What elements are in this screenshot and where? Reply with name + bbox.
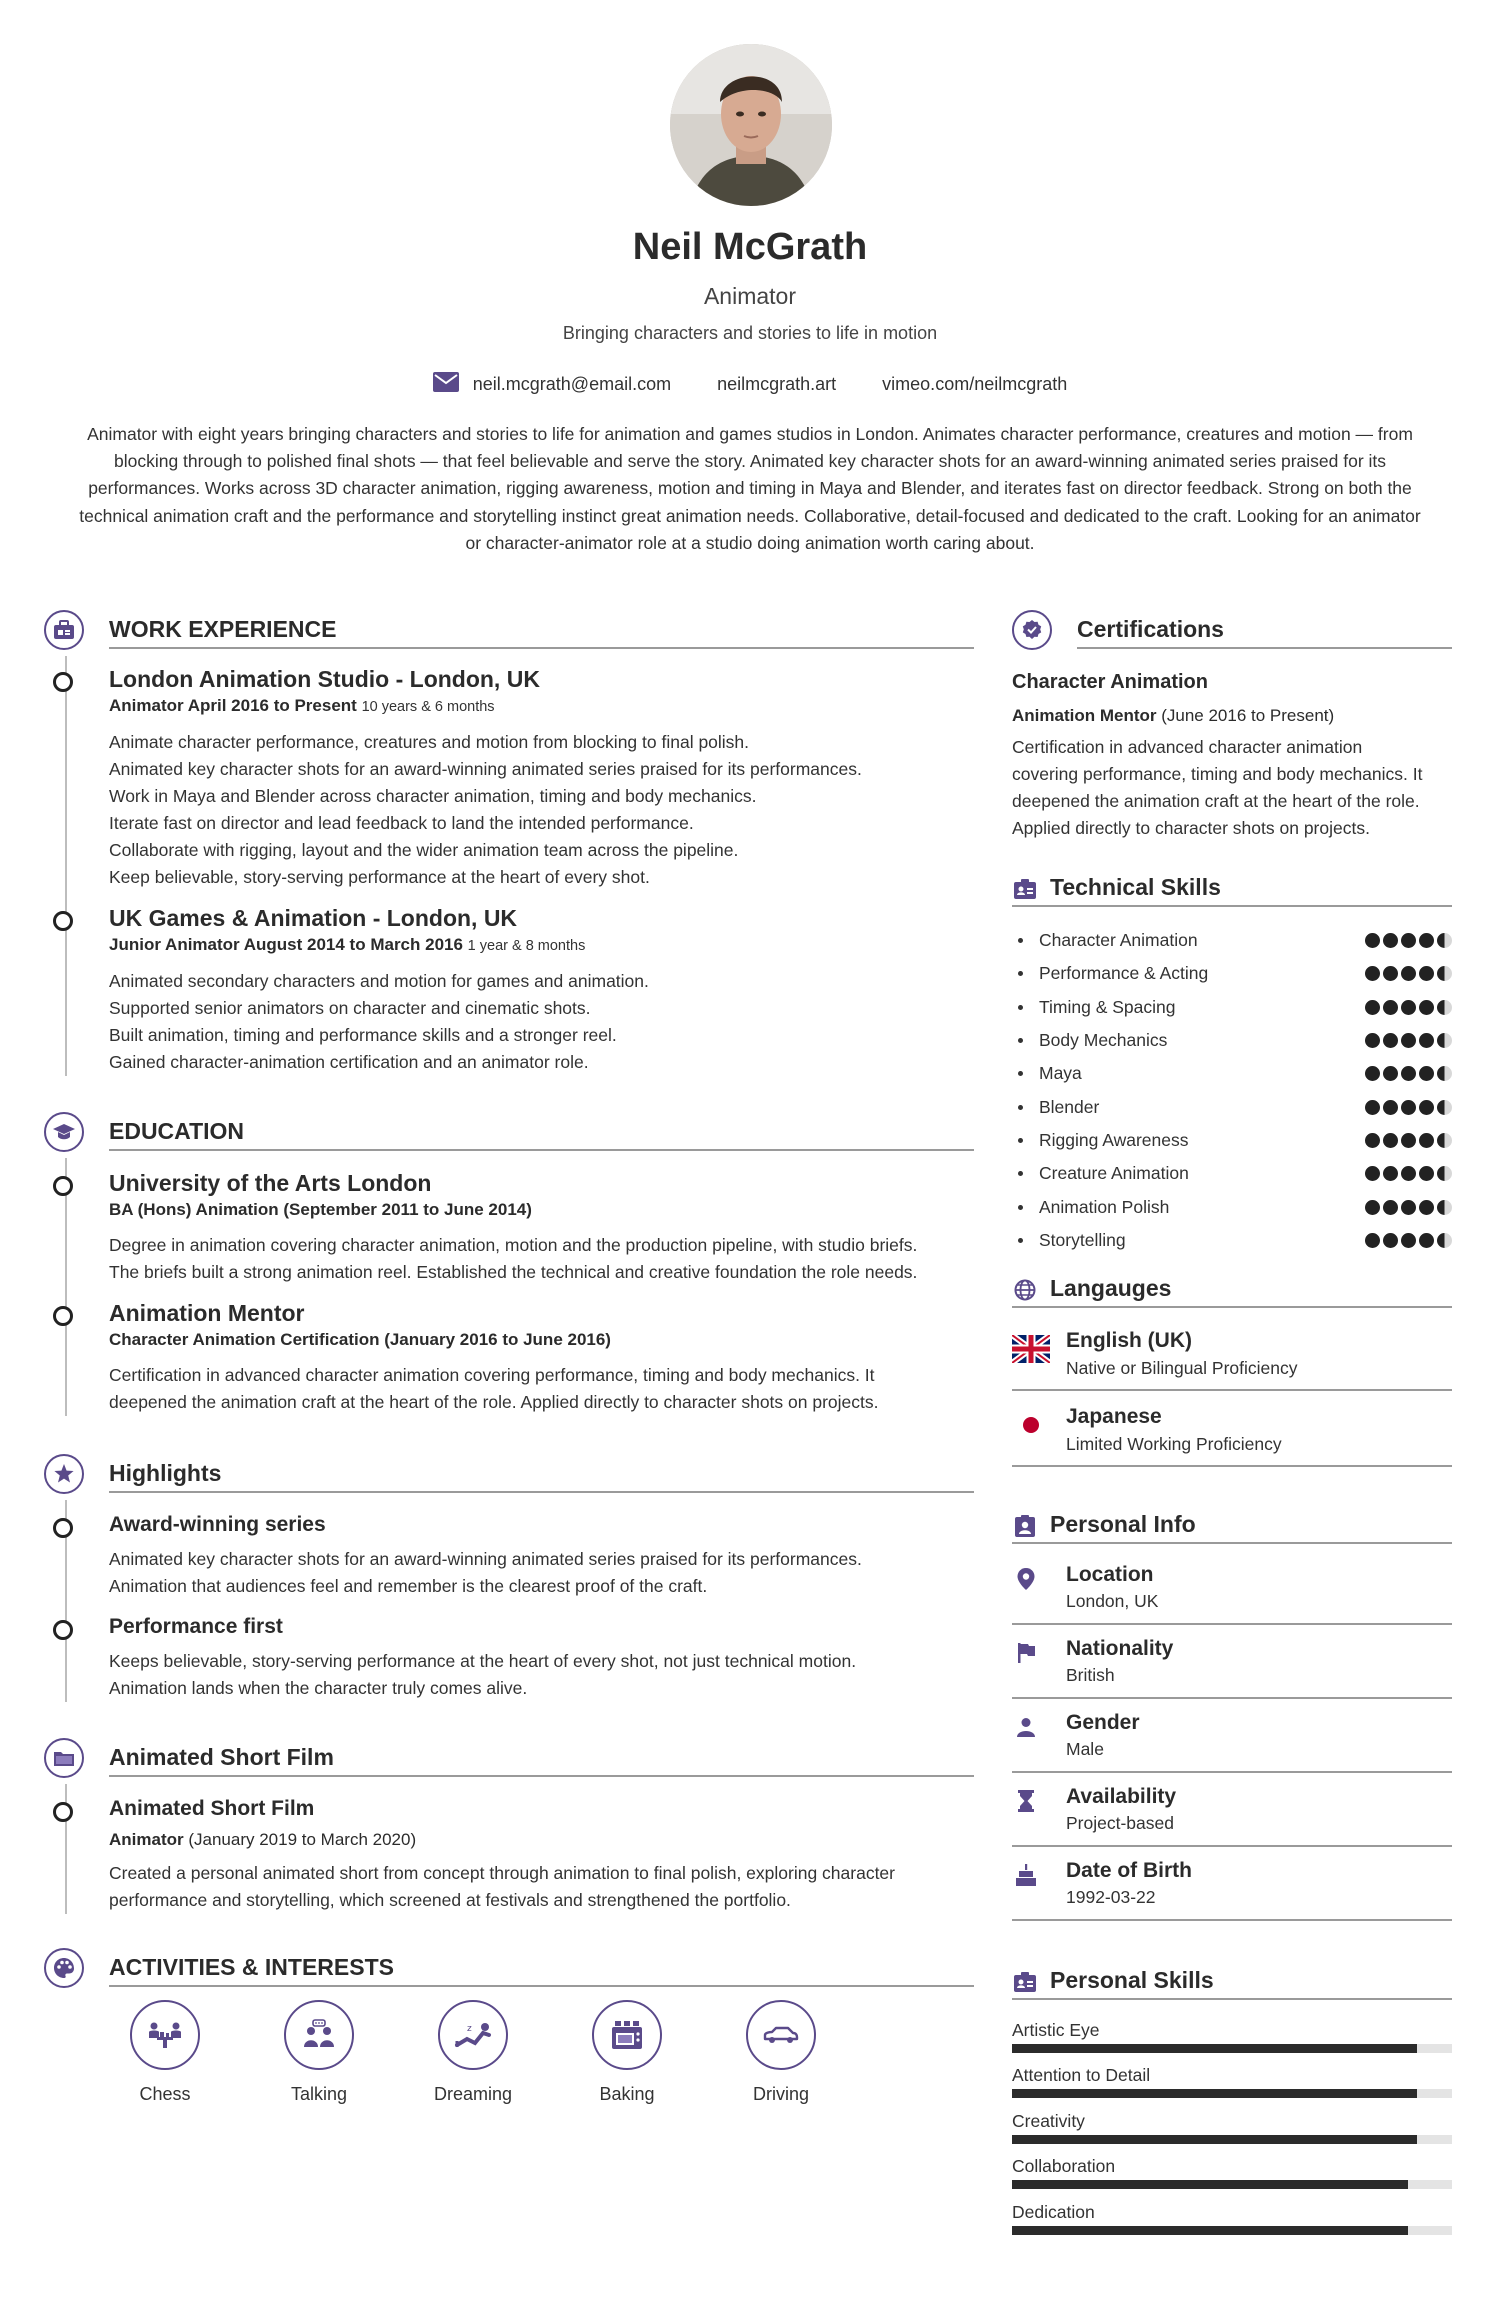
technical-skill-item — [1012, 957, 1452, 990]
personal-skills-header — [1012, 1961, 1452, 2007]
info-label: Date of Birth — [1066, 1858, 1192, 1882]
email-text: neil.mcgrath@email.com — [472, 374, 672, 394]
certification-name: Character Animation — [1012, 671, 1208, 693]
personal-info-location — [1012, 1551, 1452, 1625]
candidate-name: Neil McGrath — [632, 226, 868, 268]
language-item-japanese — [1012, 1391, 1452, 1467]
uk-flag-icon — [1012, 1335, 1050, 1368]
skill-label — [1012, 963, 1208, 984]
rating-dot — [1401, 1166, 1416, 1181]
id-badge-icon — [1012, 1969, 1038, 1995]
bullet-icon — [1018, 1038, 1023, 1043]
personal-skill-item — [1012, 2201, 1452, 2247]
work-duration: 10 years & 6 months — [361, 699, 495, 715]
skill-bar-track — [1012, 2135, 1452, 2144]
info-label: Gender — [1066, 1710, 1140, 1734]
rating-dot — [1437, 1233, 1452, 1248]
skill-bar-track — [1012, 2180, 1452, 2189]
activity-label: Driving — [752, 2084, 809, 2104]
rating-dot — [1365, 1200, 1380, 1215]
personal-info-header — [1012, 1505, 1452, 1551]
talking-icon — [284, 2000, 354, 2070]
activity-label: Dreaming — [433, 2084, 513, 2104]
bullet-icon — [1018, 1138, 1023, 1143]
contact-bar — [0, 372, 1500, 397]
vimeo-text: vimeo.com/neilmcgrath — [882, 374, 1068, 394]
rating-dot — [1401, 1033, 1416, 1048]
certifications-header — [1012, 610, 1452, 656]
work-timeline — [44, 664, 974, 1076]
skill-label — [1012, 1130, 1189, 1151]
skill-name: Timing & Spacing — [1039, 996, 1176, 1017]
technical-skill-item — [1012, 1224, 1452, 1257]
info-label: Location — [1066, 1562, 1154, 1586]
contact-website[interactable] — [717, 374, 836, 395]
work-position: Animator April 2016 to Present 10 years & 6 months — [109, 696, 495, 715]
rating-dot — [1401, 1000, 1416, 1015]
skill-label — [1012, 997, 1176, 1018]
project-entry — [109, 1794, 974, 1914]
highlight-entry-2 — [109, 1612, 974, 1702]
rating-dot — [1419, 1133, 1434, 1148]
rating-dot — [1401, 1200, 1416, 1215]
personal-skill-item — [1012, 2110, 1452, 2156]
activity-label: Chess — [139, 2084, 191, 2104]
skill-bar-fill — [1012, 2044, 1417, 2053]
education-header — [44, 1112, 974, 1158]
rating-dot — [1365, 1133, 1380, 1148]
skill-rating — [1365, 1100, 1452, 1115]
highlight-description: Keeps believable, story-serving performance at the heart of every shot, not just technical motion. Animation lands when the character truly comes alive. — [109, 1651, 857, 1698]
personal-info-dob — [1012, 1847, 1452, 1921]
graduation-cap-icon — [44, 1112, 84, 1152]
rating-dot — [1401, 1233, 1416, 1248]
rating-dot — [1401, 966, 1416, 981]
technical-skill-item — [1012, 1090, 1452, 1123]
technical-skills-title: Technical Skills — [1050, 874, 1221, 900]
bullet-icon — [1018, 971, 1023, 976]
project-title: Animated Short Film — [109, 1744, 334, 1770]
folder-icon — [44, 1738, 84, 1778]
highlight-description: Animated key character shots for an award-winning animated series praised for its performances. Animation that audiences feel and remember is the clearest proof of the craft. — [109, 1549, 862, 1596]
personal-info-gender — [1012, 1699, 1452, 1773]
chess-icon — [130, 2000, 200, 2070]
timeline-dot — [53, 1306, 73, 1326]
education-timeline — [44, 1168, 974, 1416]
skill-rating — [1365, 1133, 1452, 1148]
rating-dot — [1383, 1100, 1398, 1115]
certification-description: Certification in advanced character animation covering performance, timing and body mechanics. It deepened the animation craft at the heart of the role. Applied directly to character shots on projects. — [1012, 737, 1423, 838]
skill-bar-fill — [1012, 2226, 1408, 2235]
highlights-header — [44, 1454, 974, 1500]
skill-bar-track — [1012, 2226, 1452, 2235]
candidate-role: Animator — [703, 283, 797, 309]
highlight-name: Award-winning series — [109, 1513, 326, 1536]
work-description: Animated secondary characters and motion for games and animation. Supported senior animators on character and cinematic shots. Built animation, timing and performance skills and a stronger reel. Gained character-animation certification and an animator role. — [109, 971, 649, 1072]
education-title: EDUCATION — [109, 1118, 245, 1144]
skill-label — [1012, 1230, 1126, 1251]
section-divider — [109, 1149, 974, 1151]
rating-dot — [1419, 966, 1434, 981]
activity-baking — [550, 2000, 704, 2105]
technical-skill-item — [1012, 1157, 1452, 1190]
languages-header — [1012, 1269, 1452, 1315]
profile-photo — [670, 44, 832, 206]
activities-title: ACTIVITIES & INTERESTS — [109, 1954, 394, 1980]
info-value: London, UK — [1066, 1590, 1159, 1611]
rating-dot — [1365, 1000, 1380, 1015]
flag-icon — [1014, 1641, 1038, 1665]
section-divider — [109, 647, 974, 649]
education-degree: BA (Hons) Animation (September 2011 to June 2014) — [109, 1200, 532, 1219]
timeline-dot — [53, 672, 73, 692]
contact-email[interactable] — [433, 372, 671, 397]
skill-label — [1012, 1030, 1167, 1051]
info-value: British — [1066, 1664, 1115, 1685]
section-divider — [1012, 905, 1452, 907]
work-company: UK Games & Animation - London, UK — [109, 905, 518, 931]
bullet-icon — [1018, 1005, 1023, 1010]
rating-dot — [1437, 1100, 1452, 1115]
skill-name: Maya — [1039, 1063, 1082, 1084]
rating-dot — [1383, 1200, 1398, 1215]
website-text: neilmcgrath.art — [717, 374, 837, 394]
technical-skill-item — [1012, 924, 1452, 957]
rating-dot — [1419, 1233, 1434, 1248]
activity-label: Baking — [599, 2084, 655, 2104]
skill-rating — [1365, 1233, 1452, 1248]
person-icon — [1014, 1715, 1038, 1739]
personal-skills-title: Personal Skills — [1050, 1966, 1214, 1993]
globe-icon — [1012, 1277, 1038, 1303]
rating-dot — [1365, 1233, 1380, 1248]
rating-dot — [1437, 1066, 1452, 1081]
rating-dot — [1437, 1166, 1452, 1181]
certificate-badge-icon — [1012, 610, 1052, 650]
work-entry-2 — [109, 903, 974, 1076]
skill-name: Attention to Detail — [1012, 2065, 1151, 2086]
section-divider — [109, 1775, 974, 1777]
rating-dot — [1365, 1033, 1380, 1048]
rating-dot — [1437, 933, 1452, 948]
rating-dot — [1419, 1033, 1434, 1048]
education-school: University of the Arts London — [109, 1170, 432, 1196]
personal-skill-item — [1012, 2155, 1452, 2201]
highlights-timeline — [44, 1510, 974, 1702]
education-degree: Character Animation Certification (January 2016 to June 2016) — [109, 1330, 611, 1349]
skill-rating — [1365, 966, 1452, 981]
section-divider — [1077, 647, 1452, 649]
personal-info-title: Personal Info — [1050, 1510, 1196, 1537]
skill-label — [1012, 930, 1198, 951]
language-name: Japanese — [1066, 1404, 1162, 1428]
activities-header — [44, 1948, 974, 1994]
skill-rating — [1365, 1000, 1452, 1015]
skill-label — [1012, 1163, 1189, 1184]
work-duration: 1 year & 8 months — [467, 938, 586, 954]
contact-card-icon — [1012, 1513, 1038, 1539]
car-icon — [746, 2000, 816, 2070]
svg-text:z: z — [467, 2024, 472, 2034]
technical-skill-item — [1012, 1057, 1452, 1090]
project-role: Animator (January 2019 to March 2020) — [109, 1830, 417, 1849]
hourglass-icon — [1014, 1789, 1038, 1813]
education-description: Degree in animation covering character animation, motion and the production pipeline, with studio briefs. The briefs built a strong animation reel. Established the technical and creative foundation the role needs. — [109, 1235, 918, 1282]
skill-name: Artistic Eye — [1012, 2019, 1100, 2040]
rating-dot — [1437, 1000, 1452, 1015]
timeline-dot — [53, 1176, 73, 1196]
technical-skill-item — [1012, 991, 1452, 1024]
rating-dot — [1365, 933, 1380, 948]
rating-dot — [1437, 1033, 1452, 1048]
rating-dot — [1419, 1200, 1434, 1215]
skill-rating — [1365, 1066, 1452, 1081]
skill-label — [1012, 1197, 1169, 1218]
languages-title: Langauges — [1050, 1274, 1172, 1301]
skill-name: Character Animation — [1039, 930, 1198, 951]
skill-rating — [1365, 933, 1452, 948]
activities-list — [44, 2000, 974, 2105]
language-level: Limited Working Proficiency — [1066, 1433, 1282, 1454]
skill-bar-track — [1012, 2044, 1452, 2053]
skill-rating — [1365, 1033, 1452, 1048]
rating-dot — [1437, 1200, 1452, 1215]
skill-name: Creativity — [1012, 2110, 1085, 2131]
certification-entry — [1012, 668, 1452, 842]
skill-name: Performance & Acting — [1039, 963, 1209, 984]
rating-dot — [1383, 1033, 1398, 1048]
bullet-icon — [1018, 938, 1023, 943]
activity-chess — [88, 2000, 242, 2105]
rating-dot — [1437, 1133, 1452, 1148]
technical-skills-header — [1012, 868, 1452, 914]
certification-issuer: Animation Mentor (June 2016 to Present) — [1012, 706, 1335, 725]
email-icon — [433, 372, 459, 397]
skill-bar-fill — [1012, 2180, 1408, 2189]
section-divider — [1012, 1998, 1452, 2000]
right-column — [1012, 610, 1452, 2246]
rating-dot — [1401, 1133, 1416, 1148]
rating-dot — [1437, 966, 1452, 981]
project-header — [44, 1738, 974, 1784]
dreaming-icon — [438, 2000, 508, 2070]
activity-dreaming — [396, 2000, 550, 2105]
skill-name: Blender — [1039, 1096, 1100, 1117]
bullet-icon — [1018, 1205, 1023, 1210]
language-level: Native or Bilingual Proficiency — [1066, 1357, 1298, 1378]
bullet-icon — [1018, 1071, 1023, 1076]
rating-dot — [1365, 1166, 1380, 1181]
candidate-tagline: Bringing characters and stories to life in motion — [562, 323, 938, 343]
baking-icon — [592, 2000, 662, 2070]
rating-dot — [1401, 1066, 1416, 1081]
contact-vimeo[interactable] — [882, 374, 1067, 395]
personal-skill-item — [1012, 2019, 1452, 2065]
section-divider — [1012, 1542, 1452, 1544]
work-company: London Animation Studio - London, UK — [109, 666, 540, 692]
info-value: Male — [1066, 1738, 1104, 1759]
work-description: Animate character performance, creatures and motion from blocking to final polish. Animated key character shots for an award-winning animated series praised for its performances. Work in Maya and Blender across character animation, timing and body mechanics. Iterate fast on director and lead feedback to land the intended performance. Collaborate with rigging, layout and the wider animation team across the pipeline. Keep believable, story-serving performance at the heart of every shot. — [109, 732, 862, 887]
highlights-title: Highlights — [109, 1460, 222, 1486]
rating-dot — [1365, 1100, 1380, 1115]
highlight-entry-1 — [109, 1510, 974, 1600]
skill-name: Rigging Awareness — [1039, 1129, 1189, 1150]
education-entry-2 — [109, 1298, 974, 1416]
rating-dot — [1365, 966, 1380, 981]
timeline-line — [65, 656, 67, 1076]
timeline-dot — [53, 1518, 73, 1538]
bullet-icon — [1018, 1105, 1023, 1110]
japan-flag-icon — [1012, 1411, 1050, 1444]
personal-skill-item — [1012, 2064, 1452, 2110]
timeline-line — [65, 1158, 67, 1416]
language-name: English (UK) — [1066, 1328, 1192, 1352]
timeline-dot — [53, 1802, 73, 1822]
activity-label: Talking — [290, 2084, 348, 2104]
skill-name: Dedication — [1012, 2201, 1095, 2222]
activity-driving — [704, 2000, 858, 2105]
activity-talking — [242, 2000, 396, 2105]
info-label: Nationality — [1066, 1636, 1174, 1660]
skill-bar-track — [1012, 2089, 1452, 2098]
rating-dot — [1365, 1066, 1380, 1081]
skill-bar-fill — [1012, 2135, 1417, 2144]
personal-skills-list — [1012, 2019, 1452, 2247]
location-pin-icon — [1014, 1567, 1038, 1591]
skill-label — [1012, 1063, 1082, 1084]
education-school: Animation Mentor — [109, 1300, 305, 1326]
personal-info-nationality — [1012, 1625, 1452, 1699]
id-badge-icon — [1012, 876, 1038, 902]
rating-dot — [1419, 1000, 1434, 1015]
timeline-dot — [53, 911, 73, 931]
briefcase-icon — [44, 610, 84, 650]
timeline-dot — [53, 1620, 73, 1640]
skill-name: Creature Animation — [1039, 1163, 1189, 1184]
education-description: Certification in advanced character animation covering performance, timing and body mechanics. It deepened the animation craft at the heart of the role. Applied directly to character shots on projects. — [109, 1365, 879, 1412]
rating-dot — [1401, 933, 1416, 948]
work-entry-1 — [109, 664, 974, 891]
project-description: Created a personal animated short from concept through animation to final polish, exploring character performance and storytelling, which screened at festivals and strengthened the portfolio. — [109, 1863, 895, 1910]
rating-dot — [1383, 933, 1398, 948]
rating-dot — [1419, 1100, 1434, 1115]
palette-icon — [44, 1948, 84, 1988]
skill-name: Storytelling — [1039, 1229, 1126, 1250]
highlight-name: Performance first — [109, 1615, 283, 1638]
skill-name: Body Mechanics — [1039, 1030, 1168, 1051]
rating-dot — [1419, 1166, 1434, 1181]
technical-skill-item — [1012, 1024, 1452, 1057]
rating-dot — [1401, 1100, 1416, 1115]
technical-skill-item — [1012, 1190, 1452, 1223]
section-divider — [109, 1985, 974, 1987]
skill-label — [1012, 1097, 1099, 1118]
personal-info-availability — [1012, 1773, 1452, 1847]
technical-skill-item — [1012, 1124, 1452, 1157]
left-column — [44, 610, 974, 2105]
star-badge-icon — [44, 1454, 84, 1494]
section-divider — [1012, 1306, 1452, 1308]
certifications-title: Certifications — [1077, 616, 1224, 642]
project-name: Animated Short Film — [109, 1797, 315, 1820]
rating-dot — [1383, 1000, 1398, 1015]
section-divider — [109, 1491, 974, 1493]
rating-dot — [1383, 1233, 1398, 1248]
project-timeline — [44, 1794, 974, 1914]
skill-bar-fill — [1012, 2089, 1417, 2098]
language-item-english — [1012, 1315, 1452, 1391]
rating-dot — [1383, 1066, 1398, 1081]
info-value: Project-based — [1066, 1812, 1174, 1833]
skill-name: Collaboration — [1012, 2156, 1116, 2177]
bullet-icon — [1018, 1171, 1023, 1176]
skill-name: Animation Polish — [1039, 1196, 1170, 1217]
rating-dot — [1419, 933, 1434, 948]
work-position: Junior Animator August 2014 to March 2016 1 year & 8 months — [109, 935, 586, 954]
bullet-icon — [1018, 1238, 1023, 1243]
rating-dot — [1383, 966, 1398, 981]
skill-rating — [1365, 1166, 1452, 1181]
education-entry-1 — [109, 1168, 974, 1286]
work-experience-title: WORK EXPERIENCE — [109, 616, 337, 642]
info-value: 1992-03-22 — [1066, 1886, 1156, 1907]
rating-dot — [1419, 1066, 1434, 1081]
rating-dot — [1383, 1166, 1398, 1181]
profile-summary: Animator with eight years bringing characters and stories to life for animation and games studios in London. Animates character performance, creatures and motion — from blocking through to polished final shots — that feel believable and serve the story. Animated key character shots for an award-winning animated series praised for its performances. Works across 3D character animation, rigging awareness, motion and timing in Maya and Blender, and iterates fast on director feedback. Strong on both the technical animation craft and the performance and storytelling instinct great animation needs. Collaborative, detail-focused and dedicated to the craft. Looking for an animator or character-animator role at a studio doing animation worth caring about. — [79, 424, 1421, 553]
info-label: Availability — [1066, 1784, 1177, 1808]
work-experience-header — [44, 610, 974, 656]
rating-dot — [1383, 1133, 1398, 1148]
technical-skills-list — [1012, 924, 1452, 1257]
cake-icon — [1014, 1863, 1038, 1887]
skill-rating — [1365, 1200, 1452, 1215]
